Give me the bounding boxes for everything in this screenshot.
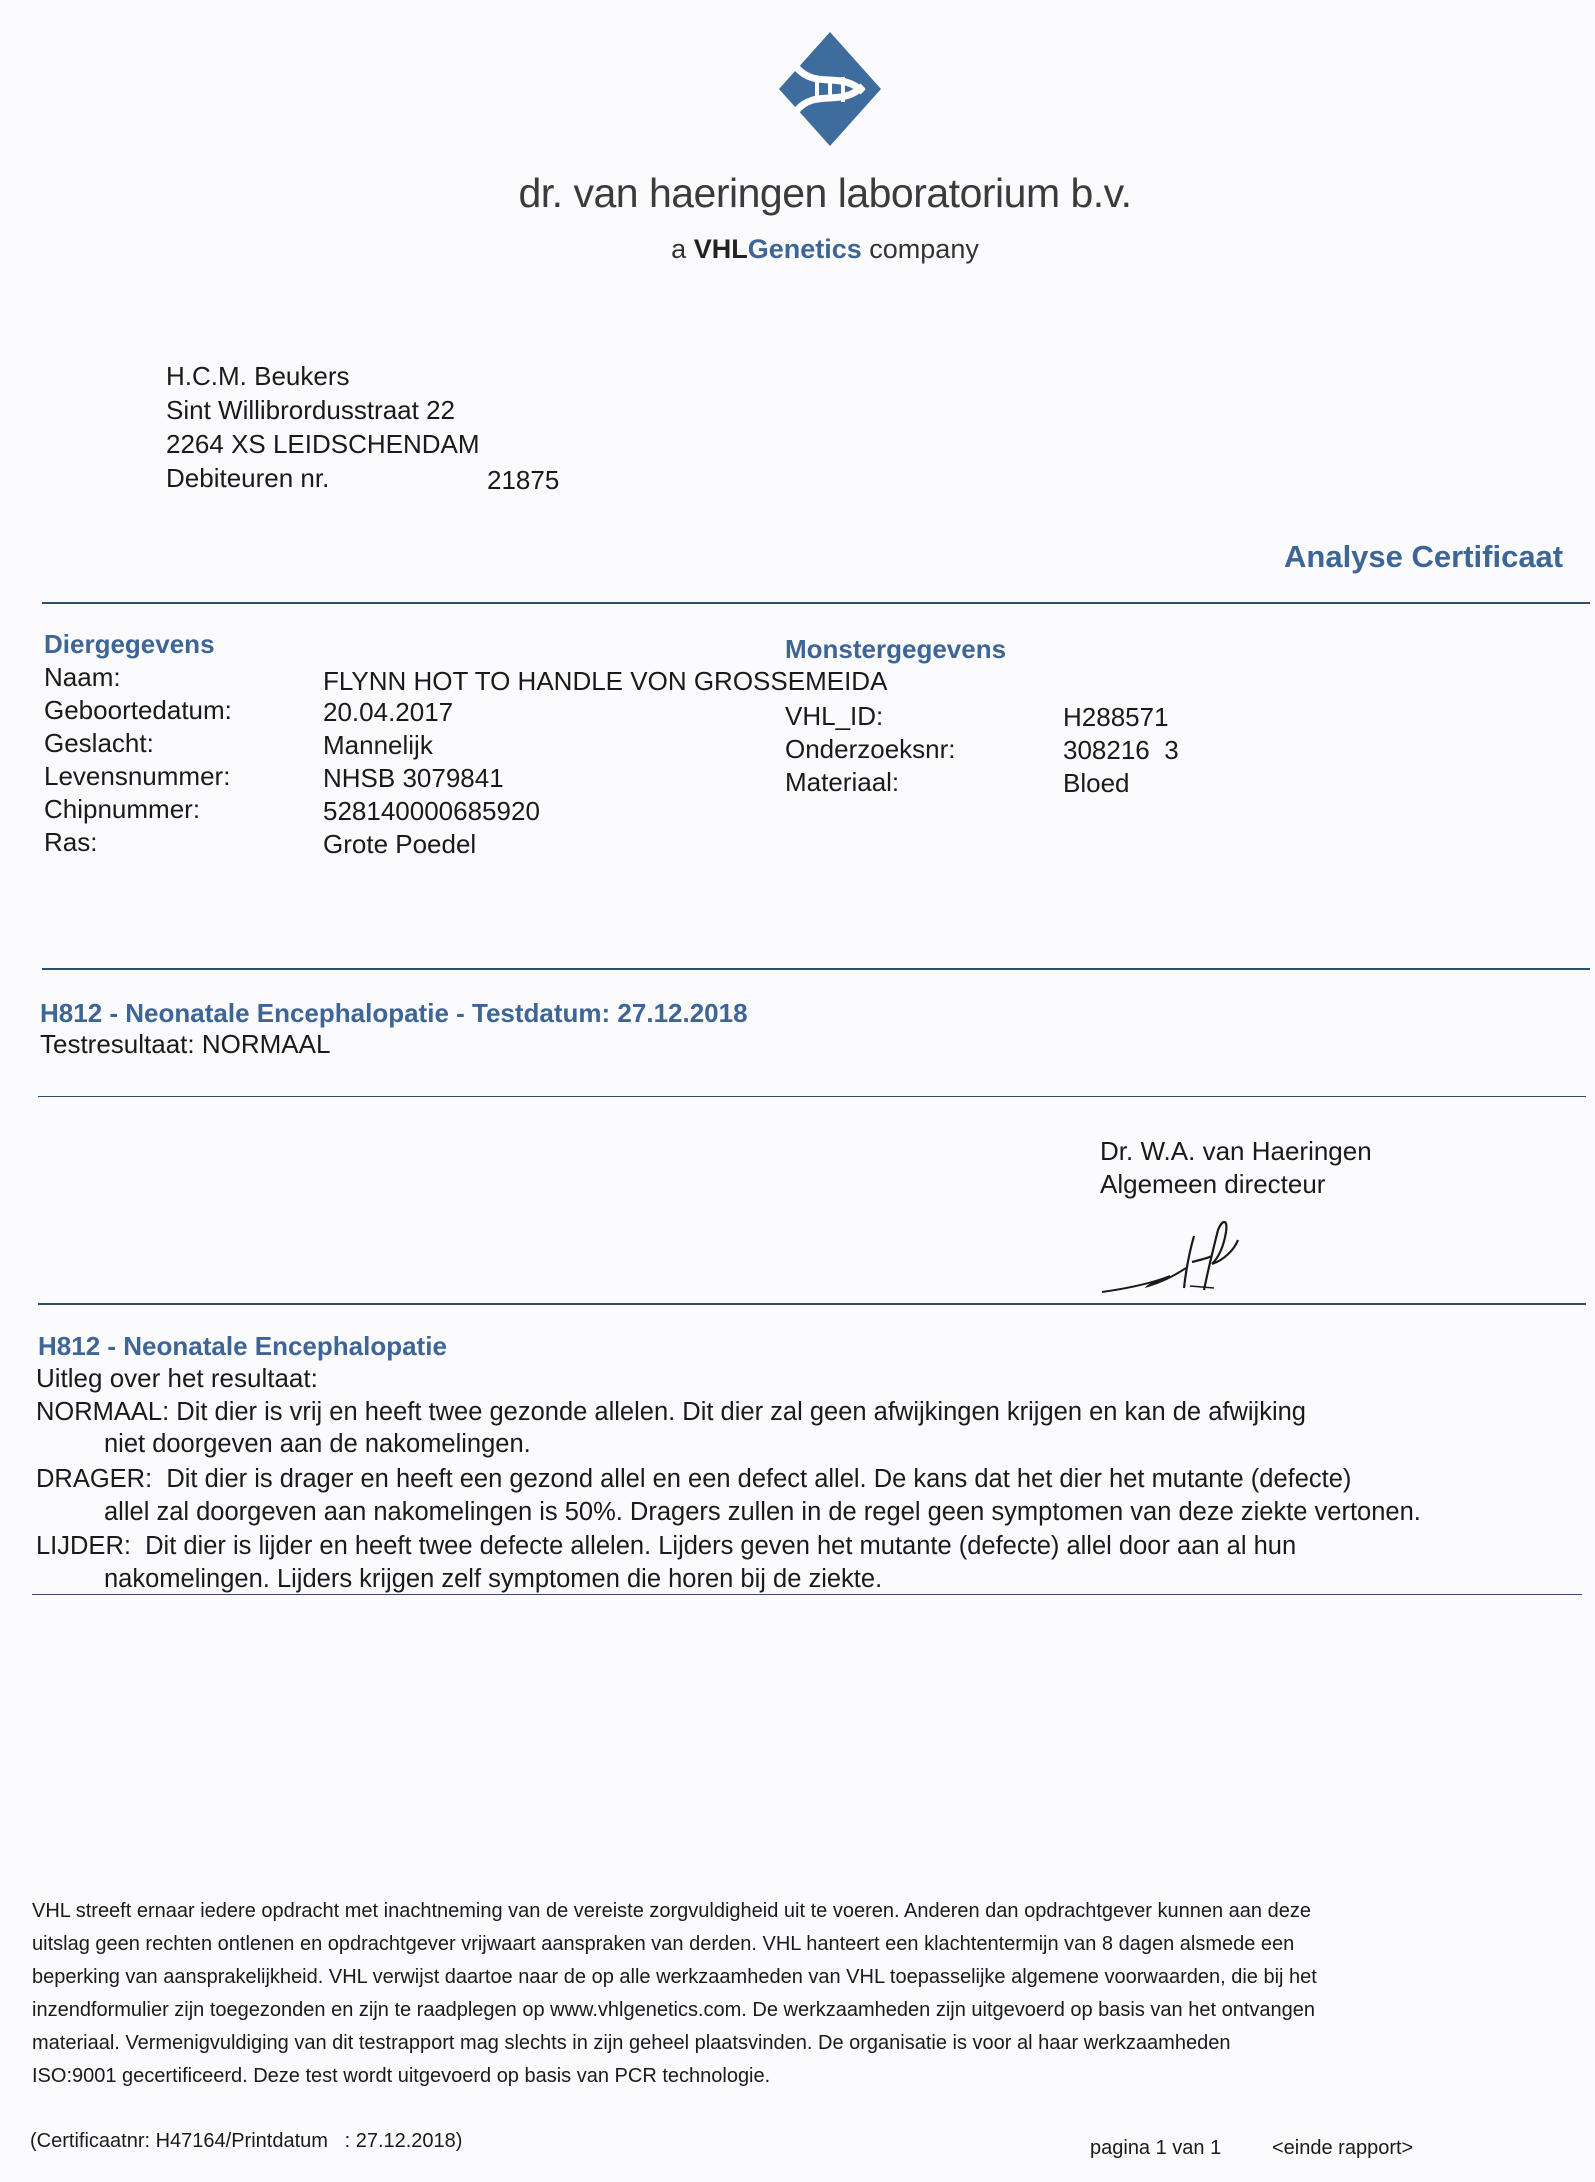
sample-field-value: Bloed <box>1063 768 1130 798</box>
debtor-number: 21875 <box>487 465 560 495</box>
end-of-report: <einde rapport> <box>1272 2137 1414 2159</box>
animal-field-label: Geslacht: <box>44 728 154 758</box>
disclaimer-line: uitslag geen rechten ontlenen en opdrachtgever vrijwaart aanspraken van derden. VHL hanteert een klachtentermijn van 8 dagen alsmede een <box>32 1933 1295 1955</box>
divider <box>38 1096 1586 1097</box>
tagline-brand-genetics: Genetics <box>747 234 862 264</box>
company-tagline <box>0 232 1595 266</box>
disclaimer-line: beperking van aansprakelijkheid. VHL verwijst daartoe naar de op alle werkzaamheden van VHL toepasselijke algemene voorwaarden, die bij het <box>32 1966 1317 1988</box>
debtor-label: Debiteuren nr. <box>166 463 330 493</box>
animal-field-value: FLYNN HOT TO HANDLE VON GROSSEMEIDA <box>323 666 888 696</box>
dna-helix-diamond-logo-icon <box>777 30 883 148</box>
certificate-number: (Certificaatnr: H47164/Printdatum : 27.12.2018) <box>30 2130 463 2152</box>
explanation-drager-line2: allel zal doorgeven aan nakomelingen is 50%. Dragers zullen in de regel geen symptomen van deze ziekte vertonen. <box>104 1498 1421 1526</box>
address-street: Sint Willibrordusstraat 22 <box>166 395 455 425</box>
sample-section-heading: Monstergegevens <box>785 634 1007 664</box>
divider <box>38 1303 1586 1305</box>
divider <box>42 968 1590 970</box>
explanation-intro: Uitleg over het resultaat: <box>36 1363 318 1393</box>
signatory-role: Algemeen directeur <box>1100 1169 1326 1199</box>
animal-field-value: Mannelijk <box>323 730 433 760</box>
tagline-brand-vhl: VHL <box>693 234 748 264</box>
disclaimer-line: ISO:9001 gecertificeerd. Deze test wordt uitgevoerd op basis van PCR technologie. <box>32 2065 771 2087</box>
divider <box>32 1594 1582 1595</box>
sample-field-label: Materiaal: <box>785 767 900 797</box>
explanation-title: H812 - Neonatale Encephalopatie <box>38 1331 447 1361</box>
animal-field-label: Chipnummer: <box>44 794 201 824</box>
sample-field-label: VHL_ID: <box>785 701 884 731</box>
certificate-title: Analyse Certificaat <box>1284 539 1564 574</box>
test-result: Testresultaat: NORMAAL <box>40 1029 331 1059</box>
handwritten-signature-icon <box>1100 1210 1260 1300</box>
tagline-suffix: company <box>869 234 979 264</box>
explanation-normaal-line1: NORMAAL: Dit dier is vrij en heeft twee gezonde allelen. Dit dier zal geen afwijkingen krijgen en kan de afwijking <box>36 1398 1306 1426</box>
signatory-name: Dr. W.A. van Haeringen <box>1100 1136 1372 1166</box>
animal-field-label: Naam: <box>44 662 121 692</box>
address-city: 2264 XS LEIDSCHENDAM <box>166 429 480 459</box>
explanation-lijder-line1: LIJDER: Dit dier is lijder en heeft twee defecte allelen. Lijders geven het mutante (defecte) allel door aan al hun <box>36 1532 1297 1560</box>
sample-field-label: Onderzoeksnr: <box>785 734 956 764</box>
explanation-lijder-line2: nakomelingen. Lijders krijgen zelf symptomen die horen bij de ziekte. <box>104 1565 883 1593</box>
explanation-drager-line1: DRAGER: Dit dier is drager en heeft een gezond allel en een defect allel. De kans dat het dier het mutante (defecte) <box>36 1465 1352 1493</box>
explanation-normaal-line2: niet doorgeven aan de nakomelingen. <box>104 1430 531 1458</box>
sample-field-value: 308216 3 <box>1063 735 1179 765</box>
animal-field-label: Geboortedatum: <box>44 695 232 725</box>
divider <box>42 602 1590 604</box>
animal-field-value: NHSB 3079841 <box>323 763 504 793</box>
company-name: dr. van haeringen laboratorium b.v. <box>518 170 1132 216</box>
animal-field-value: 20.04.2017 <box>323 697 454 727</box>
disclaimer-line: VHL streeft ernaar iedere opdracht met inachtneming van de vereiste zorgvuldigheid uit te voeren. Anderen dan opdrachtgever kunnen aan deze <box>32 1900 1311 1922</box>
animal-section-heading: Diergegevens <box>44 629 215 659</box>
page-number: pagina 1 van 1 <box>1090 2137 1222 2159</box>
disclaimer-line: materiaal. Vermenigvuldiging van dit testrapport mag slechts in zijn geheel plaatsvinden. De organisatie is voor al haar werkzaamheden <box>32 2032 1231 2054</box>
animal-field-label: Levensnummer: <box>44 761 231 791</box>
animal-field-value: Grote Poedel <box>323 829 477 859</box>
animal-field-value: 528140000685920 <box>323 796 540 826</box>
sample-field-value: H288571 <box>1063 702 1169 732</box>
test-title: H812 - Neonatale Encephalopatie - Testdatum: 27.12.2018 <box>40 998 748 1028</box>
address-name: H.C.M. Beukers <box>166 361 350 391</box>
disclaimer-line: inzendformulier zijn toegezonden en zijn te raadplegen op www.vhlgenetics.com. De werkzaamheden zijn uitgevoerd op basis van het ontvangen <box>32 1999 1315 2021</box>
animal-field-label: Ras: <box>44 827 98 857</box>
tagline-prefix: a <box>671 234 687 264</box>
